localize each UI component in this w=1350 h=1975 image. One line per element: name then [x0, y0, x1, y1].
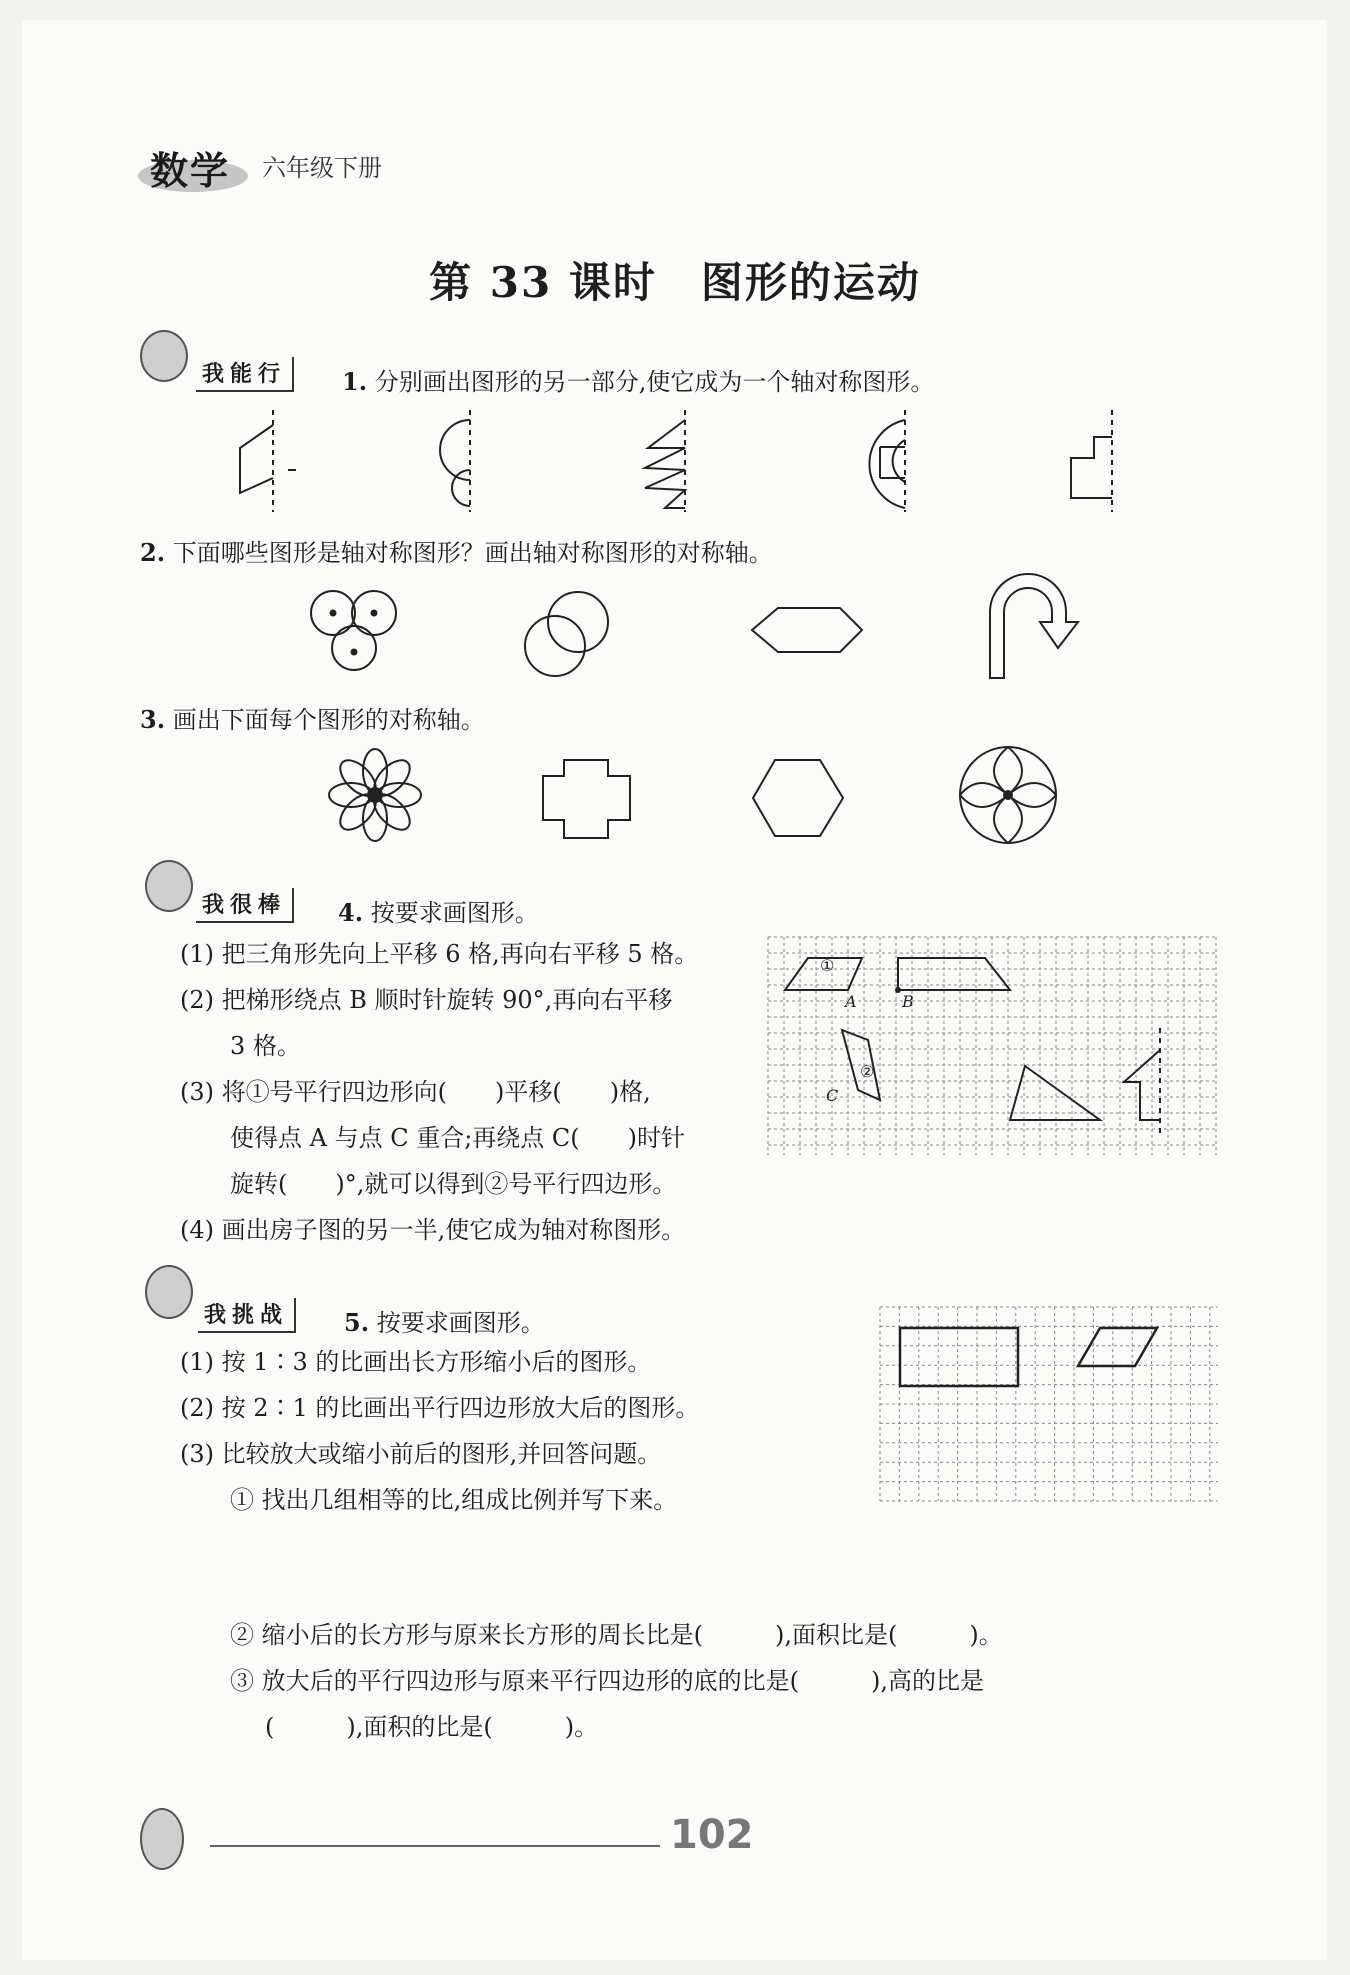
q5-sub-2: ② 缩小后的长方形与原来长方形的周长比是( ),面积比是( )。	[230, 1621, 1003, 1649]
q4-item-3-cont: 使得点 A 与点 C 重合;再绕点 C( )时针	[230, 1124, 686, 1152]
q4-item-4: (4) 画出房子图的另一半,使它成为轴对称图形。	[180, 1216, 686, 1244]
point-a-label: A	[845, 992, 857, 1011]
question-2-number: 2.	[140, 538, 166, 567]
question-5-text: 按要求画图形。	[376, 1309, 545, 1337]
question-1-text: 分别画出图形的另一部分,使它成为一个轴对称图形。	[374, 368, 935, 396]
question-4-text: 按要求画图形。	[370, 899, 539, 927]
q4-item-1: (1) 把三角形先向上平移 6 格,再向右平移 5 格。	[180, 940, 699, 968]
shape-1-label: ①	[820, 956, 835, 975]
q5-item-1: (1) 按 1∶3 的比画出长方形缩小后的图形。	[180, 1348, 652, 1376]
q5-sub-3-cont: ( ),面积的比是( )。	[265, 1713, 599, 1741]
point-c-label: C	[826, 1086, 839, 1105]
parallelogram	[1078, 1328, 1157, 1366]
subject-label: 数学	[150, 149, 231, 193]
question-3-number: 3.	[140, 705, 166, 734]
rectangle	[900, 1328, 1018, 1386]
q4-item-3: (3) 将①号平行四边形向( )平移( )格,	[180, 1078, 651, 1106]
question-4-number: 4.	[338, 898, 364, 927]
section-tag-1: 我能行	[196, 357, 294, 392]
point-b-label: B	[902, 992, 914, 1011]
footer-rule	[210, 1845, 660, 1847]
section-tag-3: 我挑战	[198, 1298, 296, 1333]
lesson-title: 第 33 课时 图形的运动	[429, 258, 921, 307]
q5-item-3: (3) 比较放大或缩小前后的图形,并回答问题。	[180, 1440, 662, 1468]
question-1-number: 1.	[342, 367, 368, 396]
page-number: 102	[670, 1812, 754, 1858]
q4-item-2-cont: 3 格。	[230, 1032, 301, 1060]
question-3-text: 画出下面每个图形的对称轴。	[172, 706, 485, 734]
q5-sub-3: ③ 放大后的平行四边形与原来平行四边形的底的比是( ),高的比是	[230, 1667, 984, 1695]
q4-item-2: (2) 把梯形绕点 B 顺时针旋转 90°,再向右平移	[180, 986, 673, 1014]
q4-item-3-cont2: 旋转( )°,就可以得到②号平行四边形。	[230, 1170, 677, 1198]
section-tag-2: 我很棒	[196, 888, 294, 923]
question-5-number: 5.	[344, 1308, 370, 1337]
mascot-runner-icon	[140, 1808, 184, 1870]
question-2-text: 下面哪些图形是轴对称图形？画出轴对称图形的对称轴。	[172, 539, 773, 567]
q5-item-2: (2) 按 2∶1 的比画出平行四边形放大后的图形。	[180, 1394, 700, 1422]
q5-sub-1: ① 找出几组相等的比,组成比例并写下来。	[230, 1486, 678, 1514]
grade-label: 六年级下册	[262, 154, 382, 182]
shape-2-label: ②	[860, 1062, 875, 1081]
